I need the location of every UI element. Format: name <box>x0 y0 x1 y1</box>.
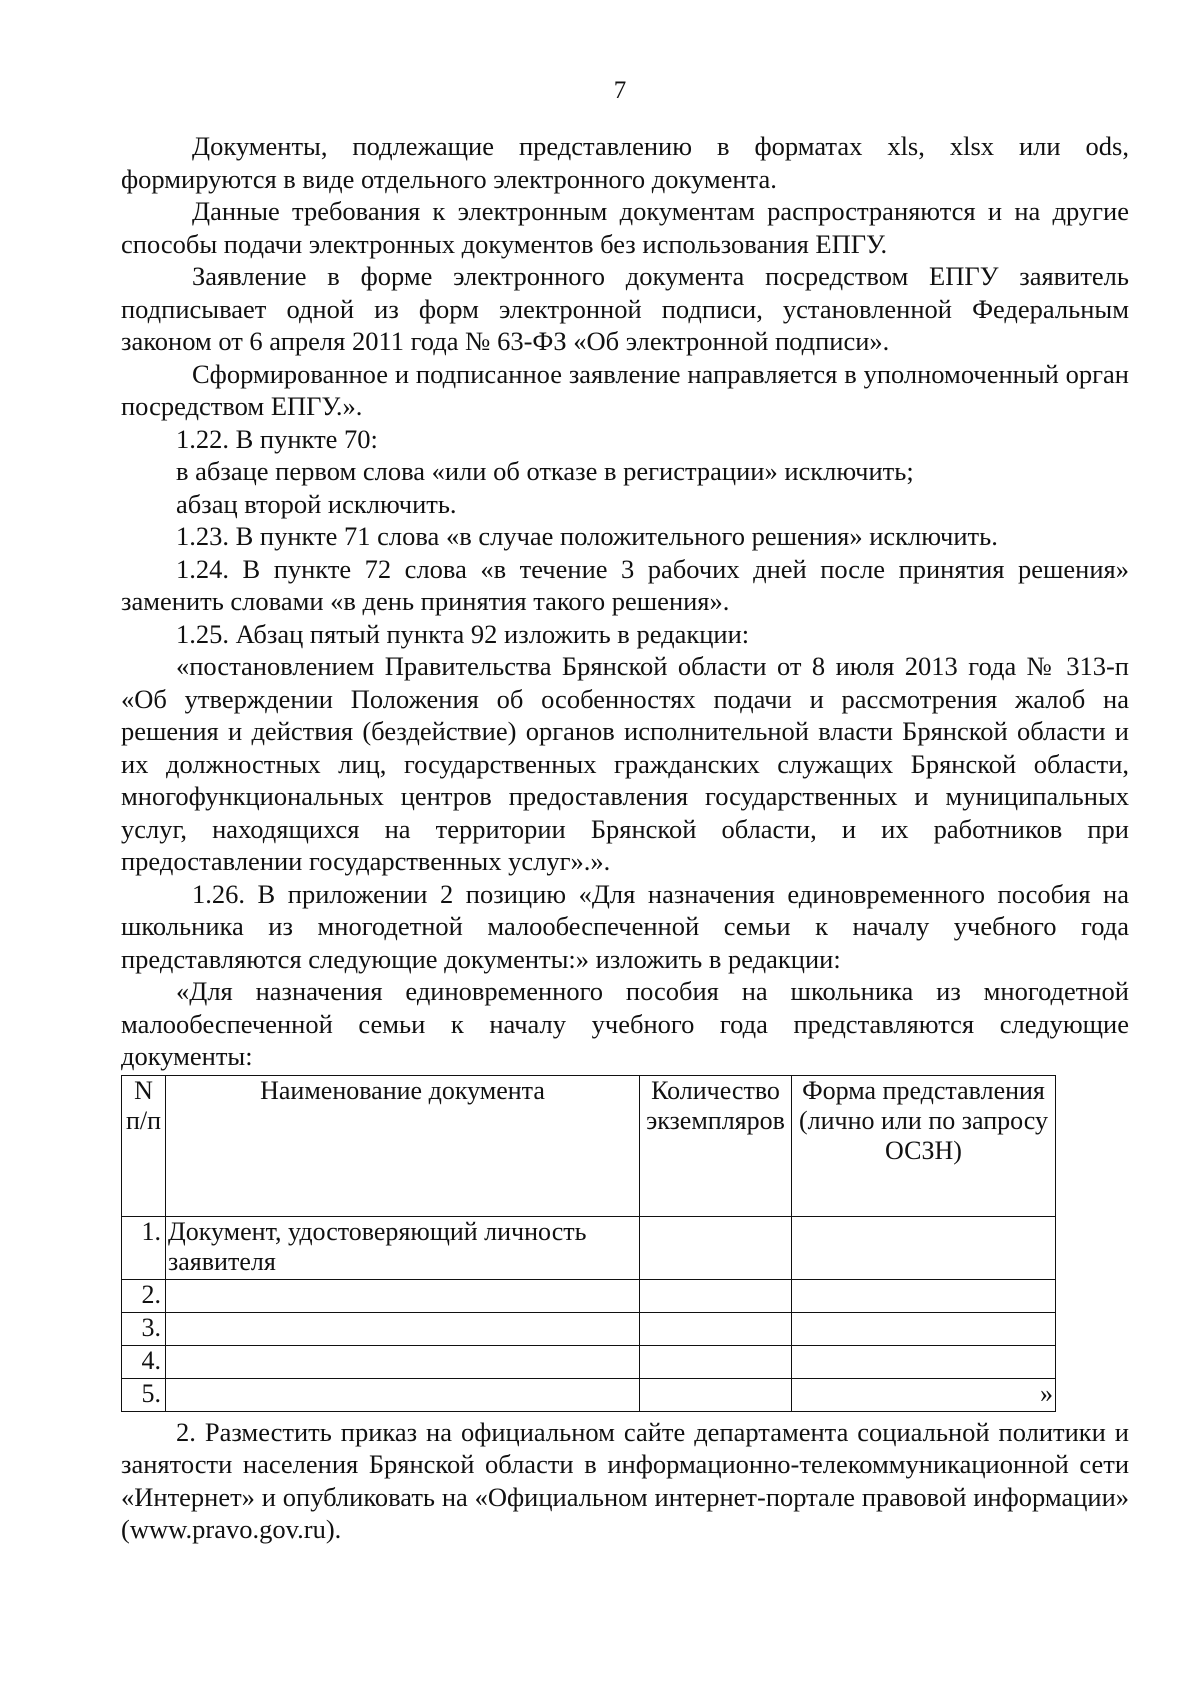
table-row <box>122 1345 1056 1378</box>
document-body <box>121 130 1129 1546</box>
row-form <box>792 1345 1056 1378</box>
row-num: 5. <box>122 1378 166 1411</box>
item-1-23: 1.23. В пункте 71 слова «в случае положительного решения» исключить. <box>176 521 998 551</box>
header-num: N п/п <box>122 1075 166 1216</box>
table-row <box>122 1279 1056 1312</box>
documents-table <box>121 1075 1056 1412</box>
item-1-25: 1.25. Абзац пятый пункта 92 изложить в редакции: <box>176 618 750 649</box>
table-row <box>122 1216 1056 1279</box>
item-1-22-b: абзац второй исключить. <box>176 488 457 519</box>
paragraph-requirements: Данные требования к электронным документам распространяются и на другие способы подачи электронных документов без использования ЕПГУ. <box>121 196 1129 259</box>
header-form: Форма представления (лично или по запросу ОСЗН) <box>792 1075 1056 1216</box>
page-number: 7 <box>613 77 627 104</box>
row-name <box>166 1312 640 1345</box>
item-1-22-a: в абзаце первом слова «или об отказе в регистрации» исключить; <box>176 456 914 486</box>
row-count <box>640 1345 792 1378</box>
row-num: 4. <box>122 1345 166 1378</box>
row-num: 2. <box>122 1279 166 1312</box>
row-form <box>792 1378 1056 1411</box>
paragraph-submission: Сформированное и подписанное заявление направляется в уполномоченный орган посредством ЕПГУ.». <box>121 358 1129 421</box>
header-count: Количество экземпляров <box>640 1075 792 1216</box>
row-num: 1. <box>122 1216 166 1279</box>
row-num: 3. <box>122 1312 166 1345</box>
table-row <box>122 1312 1056 1345</box>
row-form <box>792 1279 1056 1312</box>
paragraph-formats: Документы, подлежащие представлению в форматах xls, xlsx или ods, формируются в виде отдельного электронного документа. <box>121 131 1129 194</box>
row-count <box>640 1279 792 1312</box>
row-form <box>792 1216 1056 1279</box>
row-name <box>166 1345 640 1378</box>
paragraph-signature: Заявление в форме электронного документа посредством ЕПГУ заявитель подписывает одной из форм электронной подписи, установленной Федеральным законом от 6 апреля 2011 года № 63-ФЗ «Об электронной подписи». <box>121 261 1129 356</box>
item-1-24: 1.24. В пункте 72 слова «в течение 3 рабочих дней после принятия решения» заменить словами «в день принятия такого решения». <box>121 553 1129 616</box>
item-1-25-text: «постановлением Правительства Брянской области от 8 июля 2013 года № 313-п «Об утверждении Положения об особенностях подачи и рассмотрения жалоб на решения и действия (бездействие) органов исполнительной власти Брянской области и их должностных лиц, государственных гражданских служащих Брянской области, многофункциональных центров предоставления государственных и муниципальных услуг, находящихся на территории Брянской области, и их работников при предоставлении государственных услуг».». <box>121 651 1129 876</box>
table-row <box>122 1378 1056 1411</box>
row-name: Документ, удостоверяющий личность заявителя <box>166 1216 640 1279</box>
item-1-22: 1.22. В пункте 70: <box>176 423 378 454</box>
item-1-26-text: «Для назначения единовременного пособия на школьника из многодетной малообеспеченной семьи к началу учебного года представляются следующие документы: <box>121 976 1129 1071</box>
row-name <box>166 1378 640 1411</box>
table-header-row <box>122 1075 1056 1216</box>
closing-quote: » <box>1040 1378 1053 1408</box>
item-2: 2. Разместить приказ на официальном сайте департамента социальной политики и занятости населения Брянской области в информационно-телекоммуникационной сети «Интернет» и опубликовать на «Официальном интернет-портале правовой информации» (www.pravo.gov.ru). <box>121 1416 1129 1544</box>
row-count <box>640 1216 792 1279</box>
header-name: Наименование документа <box>166 1075 640 1216</box>
row-count <box>640 1378 792 1411</box>
item-1-26: 1.26. В приложении 2 позицию «Для назначения единовременного пособия на школьника из многодетной малообеспеченной семьи к началу учебного года представляются следующие документы:» изложить в редакции: <box>121 878 1129 974</box>
row-form <box>792 1312 1056 1345</box>
row-count <box>640 1312 792 1345</box>
row-name <box>166 1279 640 1312</box>
